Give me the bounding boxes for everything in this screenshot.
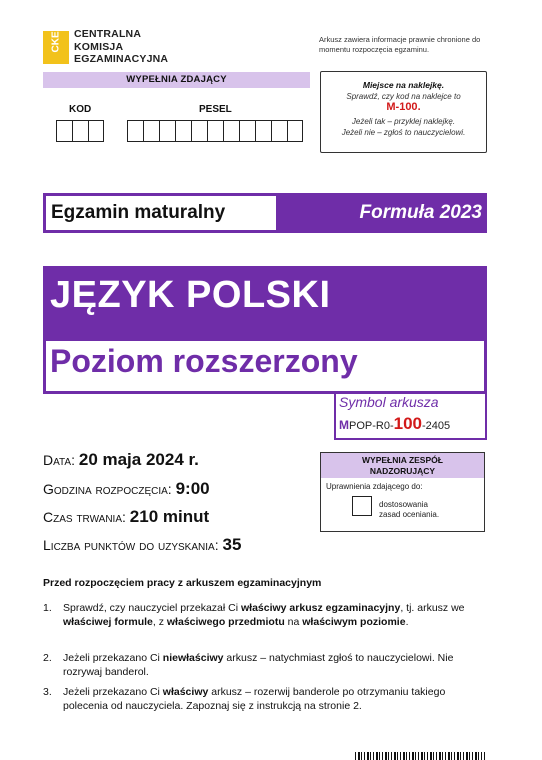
date-row <box>43 450 199 470</box>
points-label: Liczba punktów do uzyskania: <box>43 537 219 553</box>
cke-logo-icon <box>43 31 69 64</box>
pesel-digit-box[interactable] <box>143 120 159 142</box>
pesel-field[interactable] <box>127 120 303 142</box>
adjustment-checkbox[interactable] <box>352 496 372 516</box>
instruction-segment: , z <box>152 616 167 628</box>
start-row <box>43 479 210 499</box>
instruction-segment: na <box>284 616 303 628</box>
kod-digit-box[interactable] <box>72 120 88 142</box>
date-label: Data: <box>43 452 75 468</box>
pesel-digit-box[interactable] <box>255 120 271 142</box>
duration-label: Czas trwania: <box>43 509 126 525</box>
instruction-segment: Sprawdź, czy nauczyciel przekazał Ci <box>63 602 241 614</box>
exam-formula: Formuła 2023 <box>359 202 482 223</box>
instruction-number: 3. <box>43 686 52 698</box>
logo-line-3: EGZAMINACYJNA <box>74 53 169 65</box>
candidate-header: WYPEŁNIA ZDAJĄCY <box>43 72 310 88</box>
adjustment-label <box>379 500 439 520</box>
symbol-prefix-m: M <box>339 418 349 432</box>
pesel-digit-box[interactable] <box>127 120 143 142</box>
sticker-code-suffix: . <box>417 101 421 113</box>
logo-mark-text: CKE <box>50 31 62 53</box>
duration-row <box>43 507 209 527</box>
kod-field[interactable] <box>56 120 104 142</box>
pesel-digit-box[interactable] <box>191 120 207 142</box>
symbol-code <box>339 414 450 434</box>
barcode-icon <box>355 752 485 760</box>
instruction-emphasis: niewłaściwy <box>162 652 224 664</box>
instruction-number: 2. <box>43 652 52 664</box>
instruction-emphasis: właściwym poziomie <box>302 616 406 628</box>
instruction-emphasis: właściwej formule <box>63 616 153 628</box>
pesel-digit-box[interactable] <box>175 120 191 142</box>
points-row <box>43 535 241 555</box>
logo-text <box>74 28 168 66</box>
instruction-item <box>43 685 483 713</box>
instruction-segment: arkusz – rozerwij banderole po otrzymaniu takiego polecenia od nauczyciela. Zapoznaj się z instrukcją na stronie 2. <box>63 686 446 712</box>
instruction-segment: Jeżeli przekazano Ci <box>63 686 163 698</box>
instruction-segment: , tj. arkusz we <box>400 602 465 614</box>
kod-digit-box[interactable] <box>56 120 72 142</box>
supervisors-header <box>321 453 484 478</box>
instruction-item <box>43 601 483 629</box>
sticker-box <box>320 71 487 153</box>
confidential-notice: Arkusz zawiera informacje prawnie chronione do momentu rozpoczęcia egzaminu. <box>319 35 481 54</box>
kod-label: KOD <box>69 104 92 115</box>
adjustment-label-line-2: zasad oceniania. <box>379 510 440 519</box>
date-value: 20 maja 2024 r. <box>78 450 199 469</box>
pesel-digit-box[interactable] <box>207 120 223 142</box>
sticker-line-1: Sprawdź, czy kod na naklejce to <box>346 92 461 101</box>
adjustment-label-line-1: dostosowania <box>379 500 428 509</box>
sticker-line-2: Jeżeli tak – przyklej naklejkę. <box>351 117 456 126</box>
exam-name: Egzamin maturalny <box>46 196 276 230</box>
supervisors-header-line-1: WYPEŁNIA ZESPÓŁ <box>362 455 443 465</box>
instruction-item <box>43 651 483 679</box>
subject-level: Poziom rozszerzony <box>50 343 358 379</box>
logo-line-1: CENTRALNA <box>74 28 142 40</box>
symbol-number: 100 <box>393 414 422 433</box>
permissions-label: Uprawnienia zdającego do: <box>326 482 423 491</box>
duration-value: 210 minut <box>129 507 210 526</box>
instruction-emphasis: właściwy <box>162 686 209 698</box>
instruction-text <box>63 685 483 713</box>
instruction-text <box>63 601 483 629</box>
pesel-digit-box[interactable] <box>223 120 239 142</box>
sticker-title: Miejsce na naklejkę. <box>362 80 445 90</box>
subject-title: JĘZYK POLSKI <box>50 274 331 316</box>
instruction-emphasis: właściwy arkusz egzaminacyjny <box>240 602 401 614</box>
sticker-line-3: Jeżeli nie – zgłoś to nauczycielowi. <box>341 128 466 137</box>
symbol-label: Symbol arkusza <box>339 394 439 410</box>
pesel-digit-box[interactable] <box>239 120 255 142</box>
sticker-code: M-100 <box>386 101 418 113</box>
pesel-digit-box[interactable] <box>271 120 287 142</box>
kod-digit-box[interactable] <box>88 120 104 142</box>
start-label: Godzina rozpoczęcia: <box>43 481 172 497</box>
symbol-prefix-rest: POP-R0- <box>349 420 394 432</box>
pesel-digit-box[interactable] <box>287 120 303 142</box>
instruction-number: 1. <box>43 602 52 614</box>
supervisors-header-line-2: NADZORUJĄCY <box>369 466 436 476</box>
instruction-emphasis: właściwego przedmiotu <box>166 616 285 628</box>
instructions-heading: Przed rozpoczęciem pracy z arkuszem egzaminacyjnym <box>43 577 322 589</box>
instruction-text <box>63 651 483 679</box>
symbol-suffix: -2405 <box>422 420 451 432</box>
instruction-segment: Jeżeli przekazano Ci <box>63 652 163 664</box>
instruction-segment: arkusz – natychmiast zgłoś to nauczycielowi. Nie rozrywaj banderol. <box>63 652 454 678</box>
pesel-label: PESEL <box>199 104 232 115</box>
pesel-digit-box[interactable] <box>159 120 175 142</box>
logo-line-2: KOMISJA <box>74 40 124 53</box>
points-value: 35 <box>222 535 242 554</box>
start-value: 9:00 <box>175 479 210 498</box>
instruction-segment: . <box>405 616 409 628</box>
